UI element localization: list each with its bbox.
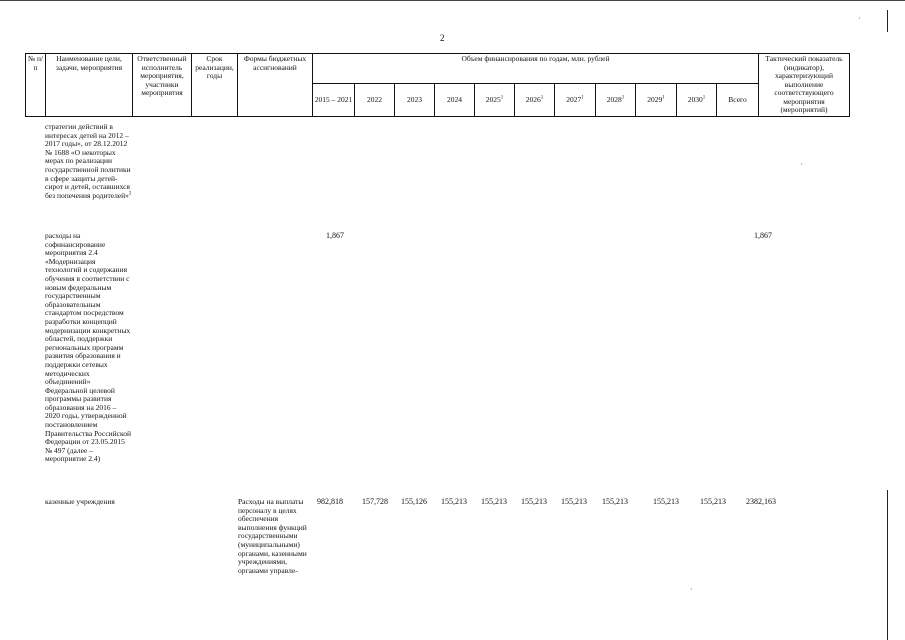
header-year-2015-2021: 2015 – 2021: [313, 84, 355, 116]
row-3-form: Расходы на выплаты персоналу в целях обеспечения выполнения функций государственными (муниципальными) органами, казенными учреждениями, органами управле-: [238, 497, 307, 575]
scan-speck: ·: [690, 585, 693, 594]
margin-rule: [887, 10, 888, 32]
row-3-total: 2382,163: [746, 497, 776, 506]
scan-speck: ·: [800, 160, 803, 169]
row-3-name: казенные учреждения: [45, 497, 115, 506]
header-year-2027: [555, 84, 596, 116]
header-year-2030: [677, 84, 717, 116]
row-1-name: [45, 123, 132, 200]
footnote-mark: 1: [500, 95, 504, 101]
row-2-name: расходы на софинансирование мероприятия 2.4 «Модернизация технологий и содержания обучения в соответствии с новым федеральным государственным образовательным стандартом посредством разработки концепций модернизации конкретных областей, поддержки региональных программ развития образования и поддержки сетевых методических объединений» Федеральной целевой программы развития образования на 2016 – 2020 годы, утвержденной постановлением Правительства Российской Федерации от 23.05.2015 № 497 (далее – мероприятие 2.4): [45, 231, 132, 464]
row-1-name-text: стратегии действий в интересах детей на 2012 – 2017 годы», от 28.12.2012 № 1688 «О некоторых мерах по реализации государственной политики в сфере защиты детей-сирот и детей, оставшихся без попечения родителей»: [45, 122, 131, 200]
footnote-mark: 1: [662, 95, 665, 101]
header-year-2023: 2023: [395, 84, 435, 116]
header-year-2029: [636, 84, 677, 116]
header-col-term: Срок реализации, годы: [192, 54, 238, 117]
year-label: 2027: [566, 94, 582, 104]
header-col-indicator: Тактический показатель (индикатор), характеризующий выполнение соответствующего мероприятия (мероприятий): [759, 54, 850, 117]
header-year-2025: [475, 84, 515, 116]
row-3-value-2026: 155,213: [521, 497, 547, 506]
header-col-responsible: Ответственный исполнитель мероприятия, участники мероприятия: [133, 54, 192, 117]
row-3-value-2028: 155,213: [602, 497, 628, 506]
footnote-mark: 1: [621, 95, 625, 101]
header-year-2028: [596, 84, 636, 116]
year-label: 2028: [606, 94, 622, 104]
scan-speck: ·: [858, 14, 861, 23]
header-year-2024: 2024: [435, 84, 475, 116]
page-top-rule: [0, 0, 905, 1]
footnote-mark: 2: [128, 191, 132, 197]
year-label: 2030: [687, 94, 703, 104]
row-3-value-2027: 155,213: [561, 497, 587, 506]
page-number: 2: [440, 33, 445, 43]
row-3-value-2025: 155,213: [481, 497, 507, 506]
header-col-name: Наименование цели, задачи, мероприятия: [46, 54, 133, 117]
row-2-value-2015-2021: 1,867: [326, 231, 344, 240]
row-3-value-2030: 155,213: [700, 497, 726, 506]
row-3-value-2015-2021: 982,818: [317, 497, 343, 506]
footnote-mark: 1: [581, 95, 584, 101]
footnote-mark: 1: [540, 95, 544, 101]
header-year-2022: 2022: [355, 84, 395, 116]
funding-table-header: [25, 53, 850, 117]
header-col-funding: Объем финансирования по годам, млн. рублей: [313, 54, 759, 84]
row-3-value-2024: 155,213: [441, 497, 467, 506]
row-3-value-2022: 157,728: [362, 497, 388, 506]
header-col-number: № п/п: [26, 54, 46, 117]
row-3-value-2023: 155,126: [401, 497, 427, 506]
margin-rule: [887, 490, 888, 640]
header-year-2026: [515, 84, 555, 116]
year-label: 2029: [647, 94, 663, 104]
footnote-mark: 1: [702, 95, 706, 101]
row-3-value-2029: 155,213: [653, 497, 679, 506]
year-label: 2026: [525, 94, 541, 104]
year-label: 2025: [485, 94, 501, 104]
row-2-total: 1,867: [754, 231, 772, 240]
header-total: Всего: [717, 84, 759, 116]
header-col-forms: Формы бюджетных ассигнований: [238, 54, 313, 117]
